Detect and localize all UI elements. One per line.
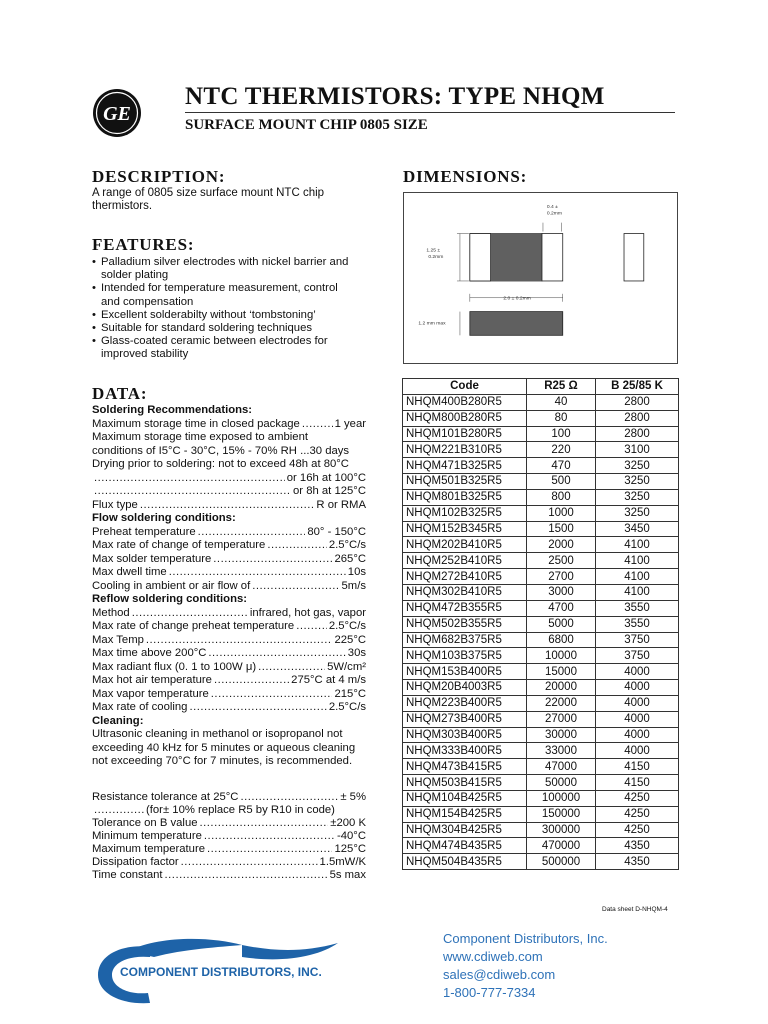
column-header-r25: R25 Ω <box>527 379 596 395</box>
dim-label-04b: 0.2mm <box>546 211 563 217</box>
b-value-cell: 3100 <box>596 442 679 458</box>
spec-row: Tolerance on B value ..... ±200 K <box>92 817 366 830</box>
code-cell: NHQM400B280R5 <box>403 394 527 410</box>
b-value-cell: 3750 <box>596 648 679 664</box>
flow-title: Flow soldering conditions: <box>92 512 236 524</box>
b-value-cell: 4350 <box>596 854 679 870</box>
code-cell: NHQM474B435R5 <box>403 838 527 854</box>
code-cell: NHQM682B375R5 <box>403 632 527 648</box>
chip-end-view <box>624 234 644 281</box>
spec-row: ..... (for± 10% replace R5 by R10 in code) <box>92 804 366 817</box>
cdi-logo <box>92 933 340 1011</box>
page-subtitle: SURFACE MOUNT CHIP 0805 SIZE <box>185 117 428 133</box>
table-row <box>403 410 679 426</box>
company-name: Component Distributors, Inc. <box>443 931 608 946</box>
b-value-cell: 2800 <box>596 410 679 426</box>
spec-row: ..... or 8h at 125°C <box>92 485 366 499</box>
website-link[interactable]: www.cdiweb.com <box>443 949 543 964</box>
b-value-cell: 2800 <box>596 426 679 442</box>
feature-item: • Suitable for standard soldering techniques <box>92 322 313 335</box>
feature-item: • Excellent solderabilty without ‘tombstoning’ <box>92 308 316 321</box>
table-row <box>403 854 679 870</box>
r25-cell: 5000 <box>527 616 596 632</box>
features-heading: FEATURES: <box>92 235 195 254</box>
spec-row: Max dwell time ..... 10s <box>92 566 366 580</box>
code-cell: NHQM502B355R5 <box>403 616 527 632</box>
r25-cell: 1000 <box>527 505 596 521</box>
r25-cell: 10000 <box>527 648 596 664</box>
r25-cell: 20000 <box>527 680 596 696</box>
table-row <box>403 695 679 711</box>
cdi-logo-text: COMPONENT DISTRIBUTORS, INC. <box>120 965 322 979</box>
code-cell: NHQM223B400R5 <box>403 695 527 711</box>
table-row <box>403 616 679 632</box>
ge-logo-text: GE <box>103 103 131 125</box>
chip-side-view <box>470 312 563 336</box>
r25-cell: 500000 <box>527 854 596 870</box>
reflow-title: Reflow soldering conditions: <box>92 593 248 605</box>
dimensions-heading: DIMENSIONS: <box>403 167 528 186</box>
table-row <box>403 458 679 474</box>
spec-row: Time constant ..... 5s max <box>92 869 366 882</box>
spec-row: Max vapor temperature ..... 215°C <box>92 688 366 702</box>
code-cell: NHQM153B400R5 <box>403 664 527 680</box>
b-value-cell: 3250 <box>596 505 679 521</box>
table-row <box>403 505 679 521</box>
table-row <box>403 553 679 569</box>
b-value-cell: 4250 <box>596 806 679 822</box>
cleaning-text: Ultrasonic cleaning in methanol or isopropanol not exceeding 40 kHz for 5 minutes or aqueous cleaning not exceeding 70°C for 7 minutes, is recommended. <box>92 728 356 767</box>
b-value-cell: 3750 <box>596 632 679 648</box>
b-value-cell: 3450 <box>596 521 679 537</box>
table-row <box>403 680 679 696</box>
dim-label-125b: 0.2mm <box>428 255 444 261</box>
table-row <box>403 474 679 490</box>
table-row <box>403 569 679 585</box>
description-text: A range of 0805 size surface mount NTC chip thermistors. <box>92 187 325 212</box>
spec-row: Max rate of change preheat temperature ..... 2.5°C/s <box>92 620 366 634</box>
code-cell: NHQM202B410R5 <box>403 537 527 553</box>
table-row <box>403 743 679 759</box>
spec-line: Maximum storage time exposed to ambient <box>92 431 308 443</box>
table-row <box>403 838 679 854</box>
cleaning-title: Cleaning: <box>92 714 144 727</box>
spec-row: ..... or 16h at 100°C <box>92 472 366 486</box>
r25-cell: 2000 <box>527 537 596 553</box>
r25-cell: 300000 <box>527 822 596 838</box>
r25-cell: 150000 <box>527 806 596 822</box>
code-cell: NHQM20B4003R5 <box>403 680 527 696</box>
b-value-cell: 2800 <box>596 394 679 410</box>
code-cell: NHQM504B435R5 <box>403 854 527 870</box>
table-row <box>403 790 679 806</box>
r25-cell: 6800 <box>527 632 596 648</box>
dim-label-12: 1.2 mm max <box>418 321 446 327</box>
spec-row: Max rate of change of temperature ..... 2.5°C/s <box>92 539 366 553</box>
b-value-cell: 4250 <box>596 790 679 806</box>
code-cell: NHQM472B355R5 <box>403 600 527 616</box>
code-cell: NHQM471B325R5 <box>403 458 527 474</box>
code-cell: NHQM272B410R5 <box>403 569 527 585</box>
ge-logo <box>92 88 142 138</box>
r25-cell: 27000 <box>527 711 596 727</box>
chip-body <box>491 234 542 281</box>
table-row <box>403 664 679 680</box>
r25-cell: 33000 <box>527 743 596 759</box>
r25-cell: 2700 <box>527 569 596 585</box>
r25-cell: 1500 <box>527 521 596 537</box>
code-cell: NHQM154B425R5 <box>403 806 527 822</box>
r25-cell: 220 <box>527 442 596 458</box>
code-cell: NHQM304B425R5 <box>403 822 527 838</box>
column-header-b: B 25/85 K <box>596 379 679 395</box>
table-header-row <box>403 379 679 395</box>
b-value-cell: 4000 <box>596 695 679 711</box>
table-row <box>403 394 679 410</box>
spec-row: Minimum temperature ..... -40°C <box>92 830 366 843</box>
r25-cell: 4700 <box>527 600 596 616</box>
code-cell: NHQM801B325R5 <box>403 489 527 505</box>
table-row <box>403 822 679 838</box>
b-value-cell: 4150 <box>596 759 679 775</box>
table-row <box>403 759 679 775</box>
dim-label-125: 1.25 ± <box>426 248 441 254</box>
spec-row: Cooling in ambient or air flow of ..... 5m/s <box>92 580 366 594</box>
phone-number: 1-800-777-7334 <box>443 985 536 1000</box>
r25-cell: 50000 <box>527 775 596 791</box>
spec-row: Maximum temperature ..... 125°C <box>92 843 366 856</box>
b-value-cell: 3250 <box>596 489 679 505</box>
r25-cell: 40 <box>527 394 596 410</box>
table-row <box>403 775 679 791</box>
code-cell: NHQM221B310R5 <box>403 442 527 458</box>
table-row <box>403 442 679 458</box>
r25-cell: 500 <box>527 474 596 490</box>
contact-block <box>443 930 608 1002</box>
b-value-cell: 4000 <box>596 711 679 727</box>
b-value-cell: 4350 <box>596 838 679 854</box>
r25-cell: 3000 <box>527 584 596 600</box>
soldering-title: Soldering Recommendations: <box>92 404 253 416</box>
r25-cell: 470 <box>527 458 596 474</box>
r25-cell: 2500 <box>527 553 596 569</box>
b-value-cell: 4100 <box>596 584 679 600</box>
code-cell: NHQM101B280R5 <box>403 426 527 442</box>
spec-row: Max rate of cooling ..... 2.5°C/s <box>92 701 366 715</box>
spec-row: Maximum storage time in closed package ..... 1 year <box>92 418 366 432</box>
code-cell: NHQM302B410R5 <box>403 584 527 600</box>
code-cell: NHQM104B425R5 <box>403 790 527 806</box>
r25-cell: 22000 <box>527 695 596 711</box>
b-value-cell: 4100 <box>596 553 679 569</box>
sheet-id: Data sheet D-NHQM-4 <box>602 906 668 913</box>
spec-line: Drying prior to soldering: not to exceed 48h at 80°C <box>92 458 349 470</box>
description-heading: DESCRIPTION: <box>92 167 226 186</box>
dimensions-drawing <box>403 192 678 364</box>
table-row <box>403 648 679 664</box>
b-value-cell: 3250 <box>596 458 679 474</box>
b-value-cell: 3550 <box>596 616 679 632</box>
b-value-cell: 4000 <box>596 664 679 680</box>
b-value-cell: 4100 <box>596 537 679 553</box>
b-value-cell: 4000 <box>596 743 679 759</box>
spec-row: Max solder temperature ..... 265°C <box>92 553 366 567</box>
table-row <box>403 806 679 822</box>
b-value-cell: 3550 <box>596 600 679 616</box>
table-row <box>403 584 679 600</box>
code-cell: NHQM252B410R5 <box>403 553 527 569</box>
r25-cell: 470000 <box>527 838 596 854</box>
code-cell: NHQM273B400R5 <box>403 711 527 727</box>
spec-row: Dissipation factor ..... 1.5mW/K <box>92 856 366 869</box>
column-header-code: Code <box>403 379 527 395</box>
feature-item: • Intended for temperature measurement, control and compensation <box>92 282 338 308</box>
email-link[interactable]: sales@cdiweb.com <box>443 967 556 982</box>
b-value-cell: 4100 <box>596 569 679 585</box>
spec-row: Max hot air temperature ..... 275°C at 4 m/s <box>92 674 366 688</box>
table-row <box>403 711 679 727</box>
table-row <box>403 426 679 442</box>
table-row <box>403 537 679 553</box>
spec-row: Method ..... infrared, hot gas, vapor <box>92 607 366 621</box>
spec-row: Max Temp ..... 225°C <box>92 634 366 648</box>
spec-row: Flux type ..... R or RMA <box>92 499 366 513</box>
title-divider <box>185 112 675 113</box>
b-value-cell: 4250 <box>596 822 679 838</box>
code-cell: NHQM473B415R5 <box>403 759 527 775</box>
page-title: NTC THERMISTORS: TYPE NHQM <box>185 83 605 110</box>
code-cell: NHQM152B345R5 <box>403 521 527 537</box>
r25-cell: 80 <box>527 410 596 426</box>
b-value-cell: 4000 <box>596 727 679 743</box>
code-cell: NHQM503B415R5 <box>403 775 527 791</box>
spec-line: conditions of I5°C - 30°C, 15% - 70% RH ...30 days <box>92 444 350 457</box>
spec-row: Resistance tolerance at 25°C ..... ± 5% <box>92 791 366 804</box>
tolerance-section <box>92 791 366 882</box>
data-section <box>92 404 366 769</box>
spec-row: Max time above 200°C ..... 30s <box>92 647 366 661</box>
code-cell: NHQM102B325R5 <box>403 505 527 521</box>
table-row <box>403 600 679 616</box>
code-cell: NHQM333B400R5 <box>403 743 527 759</box>
b-value-cell: 4150 <box>596 775 679 791</box>
chip-electrode <box>542 234 563 281</box>
feature-item: • Glass-coated ceramic between electrodes for improved stability <box>92 335 328 361</box>
r25-cell: 800 <box>527 489 596 505</box>
code-cell: NHQM501B325R5 <box>403 474 527 490</box>
dim-label-04: 0.4 ± <box>546 204 558 210</box>
table-row <box>403 727 679 743</box>
features-list <box>92 256 367 362</box>
r25-cell: 100 <box>527 426 596 442</box>
feature-item: • Palladium silver electrodes with nickel barrier and solder plating <box>92 256 349 282</box>
b-value-cell: 4000 <box>596 680 679 696</box>
code-cell: NHQM800B280R5 <box>403 410 527 426</box>
dim-label-20: 2.0 ± 0.2mm <box>503 296 531 302</box>
thermistor-table <box>402 378 679 870</box>
code-cell: NHQM103B375R5 <box>403 648 527 664</box>
spec-row: Preheat temperature ..... 80° - 150°C <box>92 526 366 540</box>
r25-cell: 100000 <box>527 790 596 806</box>
table-row <box>403 521 679 537</box>
code-cell: NHQM303B400R5 <box>403 727 527 743</box>
b-value-cell: 3250 <box>596 474 679 490</box>
table-row <box>403 632 679 648</box>
chip-electrode <box>470 234 491 281</box>
r25-cell: 15000 <box>527 664 596 680</box>
table-row <box>403 489 679 505</box>
spec-row: Max radiant flux (0. 1 to 100W μ) ..... 5W/cm² <box>92 661 366 675</box>
r25-cell: 47000 <box>527 759 596 775</box>
r25-cell: 30000 <box>527 727 596 743</box>
data-heading: DATA: <box>92 384 148 403</box>
